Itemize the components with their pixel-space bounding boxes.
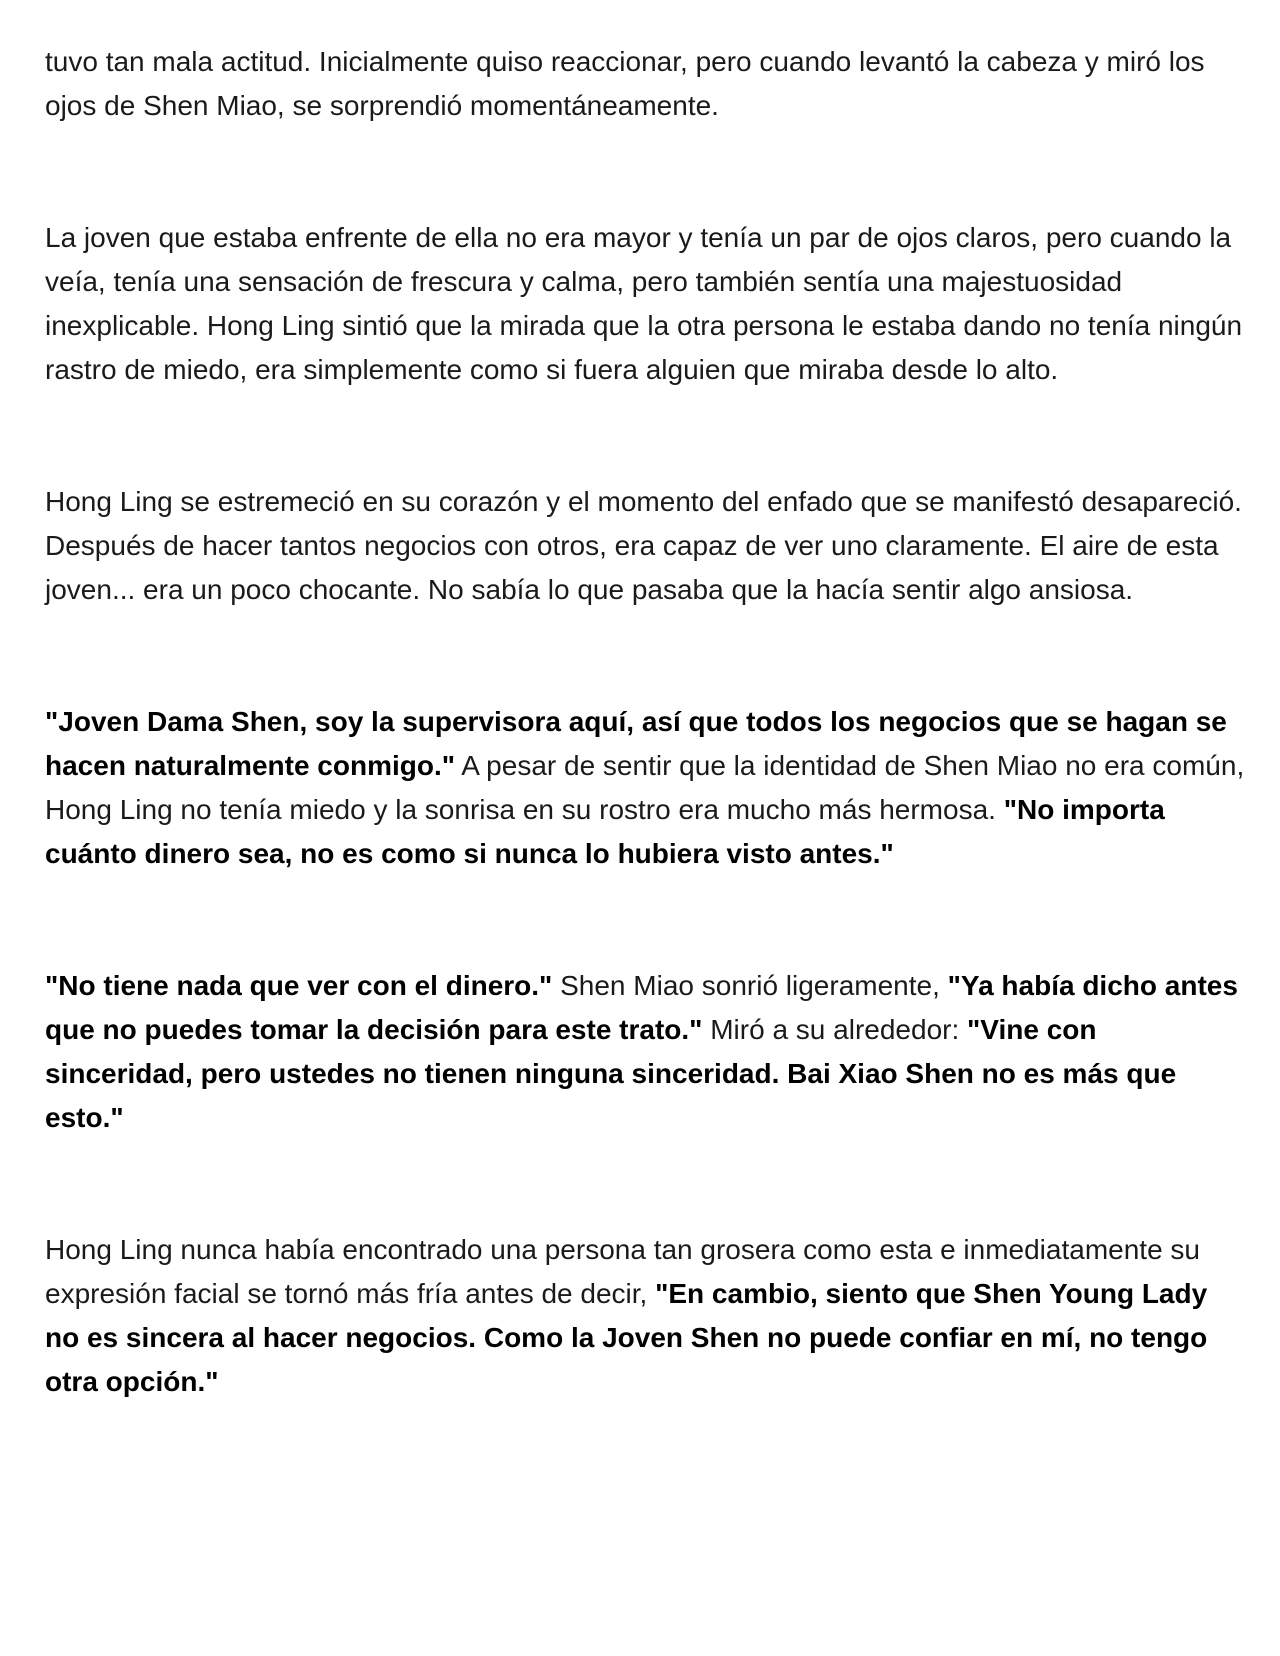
- narration-text: Hong Ling nunca había encontrado una persona tan grosera como esta e inmediatamente su expresión facial se tornó más fría antes de decir,: [45, 1234, 1200, 1309]
- paragraph-text: tuvo tan mala actitud. Inicialmente quiso reaccionar, pero cuando levantó la cabeza y miró los ojos de Shen Miao, se sorprendió momentáneamente.: [45, 46, 1205, 121]
- paragraph-2: [45, 216, 1245, 392]
- paragraph-6: [45, 1228, 1245, 1404]
- dialogue-bold: "Joven Dama Shen, soy la supervisora aquí, así que todos los negocios que se hagan se hacen naturalmente conmigo.": [45, 706, 1227, 781]
- paragraph-text: Hong Ling se estremeció en su corazón y el momento del enfado que se manifestó desapareció. Después de hacer tantos negocios con otros, era capaz de ver uno claramente. El aire de esta joven... era un poco chocante. No sabía lo que pasaba que la hacía sentir algo ansiosa.: [45, 486, 1242, 605]
- narration-text: Shen Miao sonrió ligeramente,: [552, 970, 948, 1001]
- dialogue-bold: "No importa cuánto dinero sea, no es como si nunca lo hubiera visto antes.": [45, 794, 1165, 869]
- document-page: [45, 40, 1245, 1492]
- dialogue-bold: "En cambio, siento que Shen Young Lady no es sincera al hacer negocios. Como la Joven Shen no puede confiar en mí, no tengo otra opción.": [45, 1278, 1208, 1397]
- paragraph-text: La joven que estaba enfrente de ella no era mayor y tenía un par de ojos claros, pero cuando la veía, tenía una sensación de frescura y calma, pero también sentía una majestuosidad inexplicable. Hong Ling sintió que la mirada que la otra persona le estaba dando no tenía ningún rastro de miedo, era simplemente como si fuera alguien que miraba desde lo alto.: [45, 222, 1243, 385]
- dialogue-bold: "No tiene nada que ver con el dinero.": [45, 970, 553, 1001]
- paragraph-5: [45, 964, 1245, 1140]
- paragraph-3: [45, 480, 1245, 612]
- dialogue-bold: "Ya había dicho antes que no puedes tomar la decisión para este trato.": [45, 970, 1238, 1045]
- paragraph-1: [45, 40, 1245, 128]
- narration-text: Miró a su alrededor:: [702, 1014, 968, 1045]
- narration-text: A pesar de sentir que la identidad de Shen Miao no era común, Hong Ling no tenía miedo y la sonrisa en su rostro era mucho más hermosa.: [45, 750, 1245, 825]
- paragraph-4: [45, 700, 1245, 876]
- dialogue-bold: "Vine con sinceridad, pero ustedes no tienen ninguna sinceridad. Bai Xiao Shen no es más que esto.": [45, 1014, 1177, 1133]
